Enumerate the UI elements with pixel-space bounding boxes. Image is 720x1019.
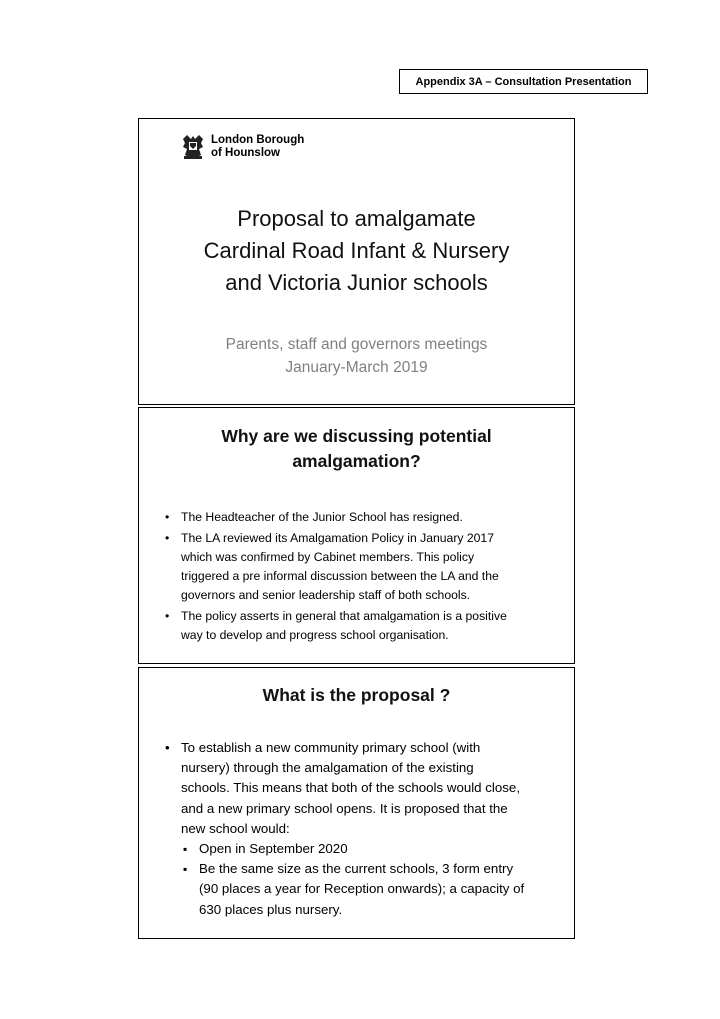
bullet-line: and a new primary school opens. It is proposed that the	[181, 800, 508, 816]
bullet-line: new school would:	[181, 820, 290, 836]
bullet-list	[163, 508, 554, 647]
sub-bullet-item	[181, 859, 554, 920]
bullet-item	[163, 607, 554, 645]
bullet-line: • To establish a new community primary school (with	[181, 740, 481, 755]
bullet-item	[163, 508, 554, 527]
bullet-line: way to develop and progress school organisation.	[181, 628, 449, 642]
bullet-list	[163, 738, 554, 922]
slide-subtitle	[139, 333, 574, 379]
bullet-item	[163, 529, 554, 605]
title-line: Proposal to amalgamate	[237, 206, 476, 231]
sub-bullet-line: 630 places plus nursery.	[199, 901, 343, 917]
bullet-item	[163, 738, 554, 920]
title-line: and Victoria Junior schools	[225, 270, 488, 295]
subtitle-line: January-March 2019	[285, 359, 428, 376]
slide-title	[138, 118, 575, 405]
council-logo	[179, 133, 304, 161]
slide-why	[138, 407, 575, 664]
coat-of-arms-icon	[179, 133, 207, 161]
heading-line: Why are we discussing potential	[221, 426, 492, 446]
sub-bullet-line: ▪ Be the same size as the current schools, 3 form entry	[199, 861, 514, 877]
sub-bullet-item	[181, 839, 554, 859]
appendix-label: Appendix 3A – Consultation Presentation	[399, 69, 648, 94]
slide-title-heading	[139, 203, 574, 299]
slide-heading: What is the proposal ?	[262, 685, 451, 705]
bullet-line: • The policy asserts in general that amalgamation is a positive	[181, 609, 507, 623]
sub-bullet-line: (90 places a year for Reception onwards); a capacity of	[199, 881, 525, 897]
sub-bullet-list	[181, 839, 554, 920]
bullet-line: governors and senior leadership staff of both schools.	[181, 588, 471, 602]
bullet-line: nursery) through the amalgamation of the existing	[181, 760, 474, 776]
bullet-line: • The Headteacher of the Junior School has resigned.	[181, 510, 463, 524]
sub-bullet-line: ▪ Open in September 2020	[199, 841, 348, 857]
bullet-line: schools. This means that both of the schools would close,	[181, 780, 521, 796]
logo-line-2: of Hounslow	[211, 147, 280, 159]
logo-line-1: London Borough	[211, 134, 305, 146]
subtitle-line: Parents, staff and governors meetings	[225, 336, 488, 353]
title-line: Cardinal Road Infant & Nursery	[203, 238, 510, 263]
bullet-line: triggered a pre informal discussion between the LA and the	[181, 569, 499, 583]
bullet-line: • The LA reviewed its Amalgamation Policy in January 2017	[181, 531, 494, 545]
slide-proposal	[138, 667, 575, 939]
heading-line: amalgamation?	[292, 451, 421, 471]
bullet-line: which was confirmed by Cabinet members. This policy	[181, 550, 475, 564]
slide-heading	[139, 424, 574, 474]
